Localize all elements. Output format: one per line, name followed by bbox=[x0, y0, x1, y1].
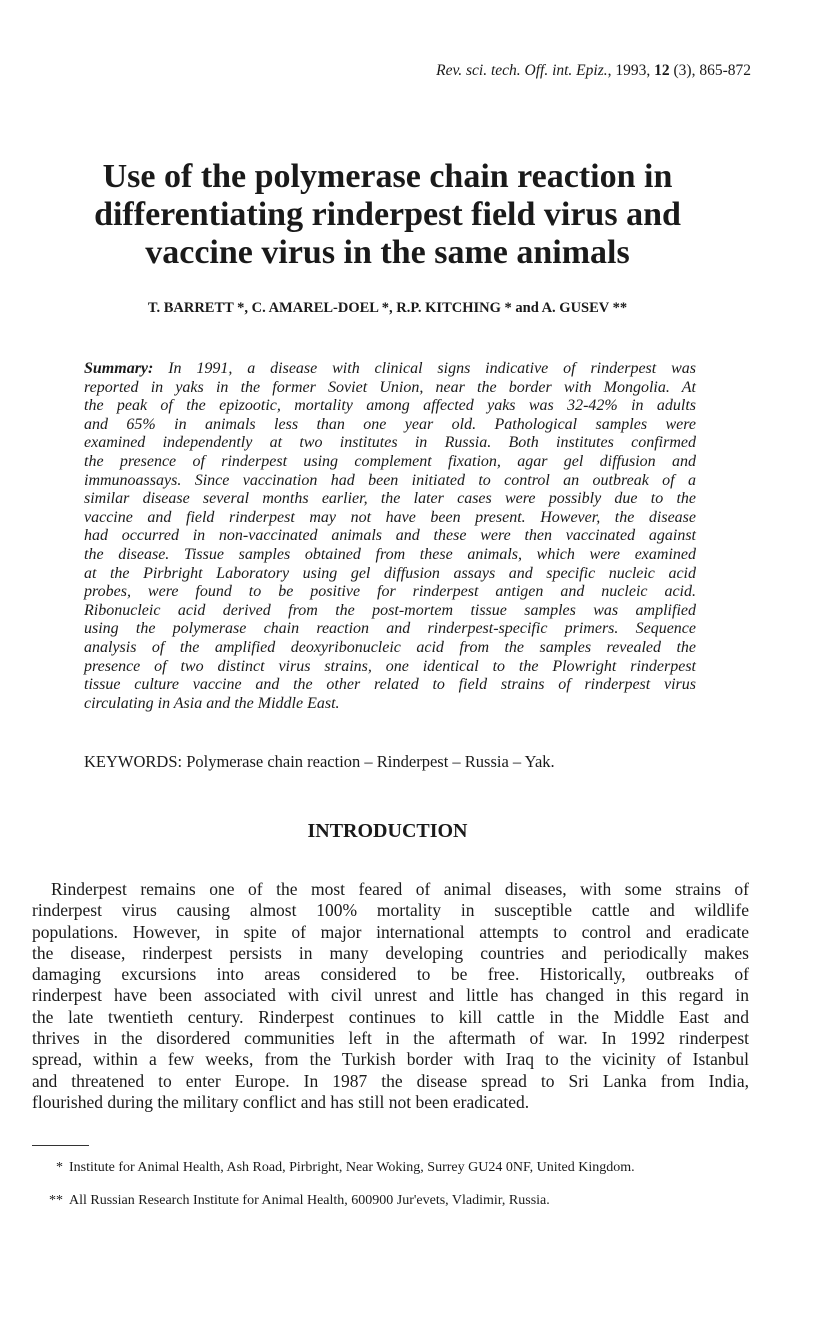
summary-abstract bbox=[84, 360, 696, 713]
summary-line: and 65% in animals less than one year old. Pathological samples were bbox=[84, 415, 696, 433]
title-line: vaccine virus in the same animals bbox=[145, 234, 630, 271]
summary-line bbox=[84, 360, 696, 379]
summary-line: using the polymerase chain reaction and rinderpest-specific primers. Sequence bbox=[84, 620, 696, 638]
title-line: differentiating rinderpest field virus and bbox=[94, 196, 681, 233]
summary-line: examined independently at two institutes in Russia. Both institutes confirmed bbox=[84, 434, 696, 452]
summary-line: analysis of the amplified deoxyribonucleic acid from the samples revealed the bbox=[84, 638, 696, 656]
paragraph-line: flourished during the military conflict and has still not been eradicated. bbox=[32, 1091, 530, 1112]
footnote-affiliation-2 bbox=[49, 1193, 550, 1209]
summary-line: presence of two distinct virus strains, one identical to the Plowright rinderpest bbox=[84, 657, 696, 675]
summary-line: immunoassays. Since vaccination had been initiated to control an outbreak of a bbox=[84, 471, 696, 489]
paragraph-line: rinderpest have been associated with civil unrest and little has changed in this regard in bbox=[32, 985, 749, 1006]
paragraph-line: the disease, rinderpest persists in many developing countries and periodically makes bbox=[32, 942, 749, 963]
footnote-mark: * bbox=[56, 1160, 63, 1175]
summary-line: the disease. Tissue samples obtained from these animals, which were examined bbox=[84, 545, 696, 563]
paragraph-line: Rinderpest remains one of the most feared of animal diseases, with some strains of bbox=[51, 879, 749, 899]
title-line: Use of the polymerase chain reaction in bbox=[102, 158, 673, 195]
summary-line: the peak of the epizootic, mortality among affected yaks was 32-42% in adults bbox=[84, 397, 696, 415]
summary-line: Ribonucleic acid derived from the post-mortem tissue samples was amplified bbox=[84, 601, 696, 619]
paragraph-line: rinderpest virus causing almost 100% mortality in susceptible cattle and wildlife bbox=[32, 900, 749, 921]
keywords: KEYWORDS: Polymerase chain reaction – Rinderpest – Russia – Yak. bbox=[84, 752, 555, 771]
summary-line: probes, were found to be positive for rinderpest antigen and nucleic acid. bbox=[84, 583, 696, 601]
paragraph-line: spread, within a few weeks, from the Turkish border with Iraq to the vicinity of Istanbul bbox=[32, 1049, 749, 1070]
summary-line: had occurred in non-vaccinated animals and these were then vaccinated against bbox=[84, 527, 696, 545]
introduction-paragraph bbox=[32, 879, 749, 1113]
summary-label: Summary: bbox=[84, 360, 154, 377]
summary-line: similar disease several months earlier, the later cases were possibly due to the bbox=[84, 490, 696, 508]
paragraph-line: thrives in the disordered communities left in the aftermath of war. In 1992 rinderpest bbox=[32, 1028, 749, 1049]
article-title bbox=[0, 158, 775, 272]
summary-line: circulating in Asia and the Middle East. bbox=[84, 694, 340, 712]
citation-year: , 1993, bbox=[607, 62, 655, 79]
summary-line: at the Pirbright Laboratory using gel diffusion assays and specific nucleic acid bbox=[84, 564, 696, 582]
journal-citation: Rev. sci. tech. Off. int. Epiz. bbox=[436, 62, 608, 79]
paragraph-line: populations. However, in spite of major international attempts to control and eradicate bbox=[32, 921, 749, 942]
section-heading-introduction: INTRODUCTION bbox=[307, 820, 468, 842]
paragraph-line: the late twentieth century. Rinderpest continues to kill cattle in the Middle East and bbox=[32, 1006, 749, 1027]
citation-issue-pages: (3), 865-872 bbox=[669, 62, 751, 79]
footnote-affiliation-1 bbox=[56, 1160, 635, 1176]
author-list: T. BARRETT *, C. AMAREL-DOEL *, R.P. KITCHING * and A. GUSEV ** bbox=[147, 300, 628, 316]
running-head bbox=[436, 62, 751, 80]
summary-first-line-text: In 1991, a disease with clinical signs indicative of rinderpest was bbox=[153, 360, 696, 377]
footnote-text: Institute for Animal Health, Ash Road, Pirbright, Near Woking, Surrey GU24 0NF, United Kingdom. bbox=[69, 1160, 635, 1175]
footnote-divider bbox=[32, 1145, 89, 1146]
summary-line: vaccine and field rinderpest may not have been present. However, the disease bbox=[84, 508, 696, 526]
summary-line: reported in yaks in the former Soviet Union, near the border with Mongolia. At bbox=[84, 378, 696, 396]
citation-volume: 12 bbox=[654, 62, 670, 79]
footnote-text: All Russian Research Institute for Animal Health, 600900 Jur'evets, Vladimir, Russia. bbox=[69, 1193, 550, 1208]
summary-line: tissue culture vaccine and the other related to field strains of rinderpest virus bbox=[84, 676, 696, 694]
paragraph-line: and threatened to enter Europe. In 1987 the disease spread to Sri Lanka from India, bbox=[32, 1070, 749, 1091]
footnote-mark: ** bbox=[49, 1193, 63, 1208]
paragraph-line: damaging excursions into areas considered to be free. Historically, outbreaks of bbox=[32, 964, 749, 985]
summary-line: the presence of rinderpest using complement fixation, agar gel diffusion and bbox=[84, 452, 696, 470]
